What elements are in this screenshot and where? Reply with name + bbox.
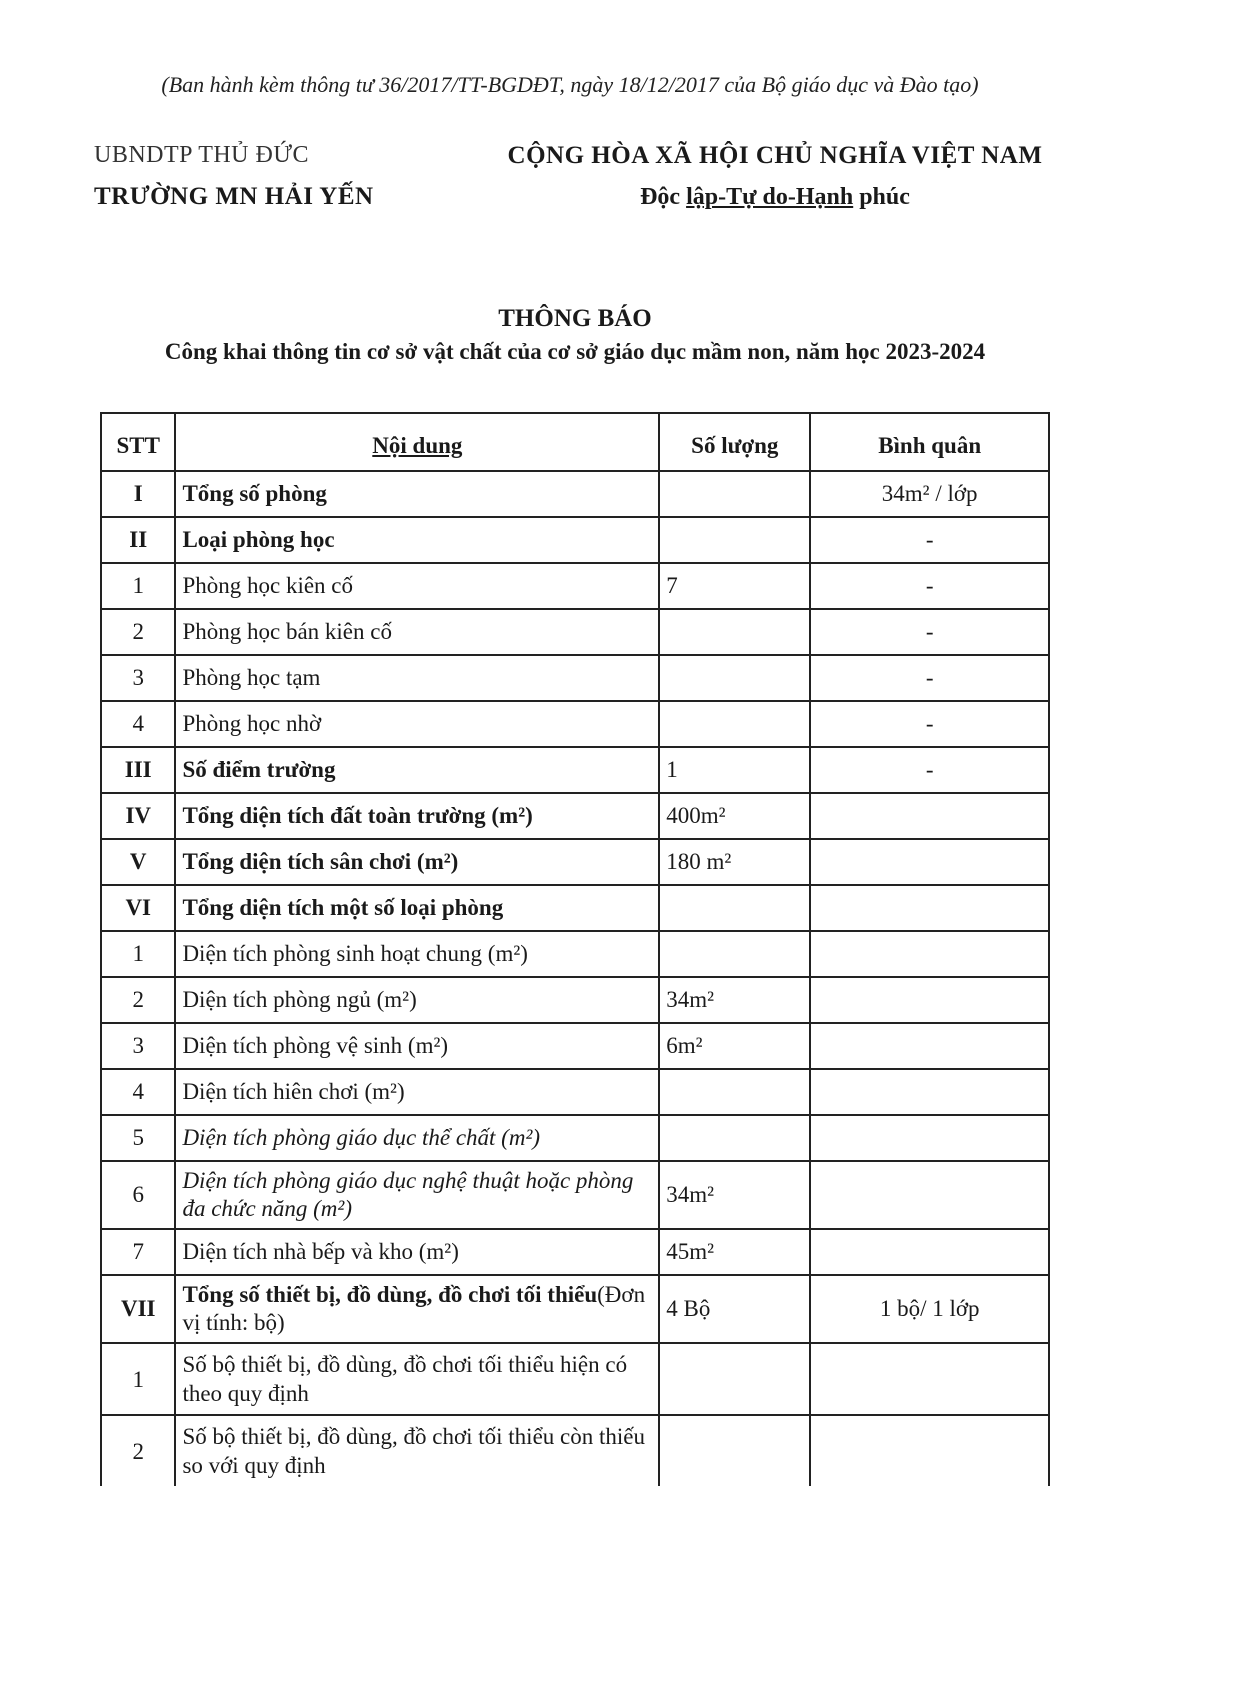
- row-stt: 6: [101, 1161, 175, 1229]
- row-stt: 2: [101, 609, 175, 655]
- row-quantity: [659, 1115, 810, 1161]
- row-content: Diện tích phòng ngủ (m²): [175, 977, 659, 1023]
- issuance-note: (Ban hành kèm thông tư 36/2017/TT-BGDĐT, ngày 18/12/2017 của Bộ giáo dục và Đào tạo): [161, 72, 979, 97]
- row-quantity: 1: [659, 747, 810, 793]
- row-content: Tổng số phòng: [175, 471, 659, 517]
- row-content: Số bộ thiết bị, đồ dùng, đồ chơi tối thiểu hiện có theo quy định: [175, 1343, 659, 1415]
- row-content: Diện tích nhà bếp và kho (m²): [175, 1229, 659, 1275]
- row-quantity: 45m²: [659, 1229, 810, 1275]
- document-title: THÔNG BÁO: [498, 305, 652, 332]
- header-quantity: Số lượng: [659, 413, 810, 471]
- row-average: 34m² / lớp: [810, 471, 1049, 517]
- table-row: [101, 655, 1049, 701]
- row-content: Diện tích phòng sinh hoạt chung (m²): [175, 931, 659, 977]
- table-row: [101, 701, 1049, 747]
- row-content: Phòng học nhờ: [175, 701, 659, 747]
- row-quantity: [659, 471, 810, 517]
- document-subtitle: Công khai thông tin cơ sở vật chất của cơ sở giáo dục mầm non, năm học 2023-2024: [164, 339, 986, 364]
- motto-part-3: phúc: [853, 184, 910, 210]
- row-content: Diện tích phòng giáo dục nghệ thuật hoặc phòng đa chức năng (m²): [175, 1161, 659, 1229]
- row-quantity: 6m²: [659, 1023, 810, 1069]
- row-average: [810, 839, 1049, 885]
- row-stt: 4: [101, 701, 175, 747]
- row-average: [810, 1023, 1049, 1069]
- row-stt: I: [101, 471, 175, 517]
- school-name: TRƯỜNG MN HẢI YẾN: [94, 183, 374, 210]
- row-average: [810, 931, 1049, 977]
- row-quantity: [659, 1415, 810, 1486]
- table-row: [101, 839, 1049, 885]
- row-average: -: [810, 655, 1049, 701]
- row-quantity: 400m²: [659, 793, 810, 839]
- table-row: [101, 609, 1049, 655]
- row-content: Tổng diện tích đất toàn trường (m²): [175, 793, 659, 839]
- row-stt: II: [101, 517, 175, 563]
- header-average: Bình quân: [810, 413, 1049, 471]
- issuer-block: [94, 142, 374, 211]
- table-row: [101, 563, 1049, 609]
- row-average: -: [810, 517, 1049, 563]
- table-header-row: [101, 413, 1049, 471]
- row-quantity: 34m²: [659, 1161, 810, 1229]
- table-row: [101, 1415, 1049, 1486]
- row-stt: VII: [101, 1275, 175, 1343]
- header-content: Nội dung: [175, 413, 659, 471]
- row-content: Số bộ thiết bị, đồ dùng, đồ chơi tối thiểu còn thiếu so với quy định: [175, 1415, 659, 1486]
- row-stt: 2: [101, 1415, 175, 1486]
- row-content: Diện tích hiên chơi (m²): [175, 1069, 659, 1115]
- table-row: [101, 885, 1049, 931]
- row-quantity: [659, 1343, 810, 1415]
- row-stt: 3: [101, 1023, 175, 1069]
- row-content: Tổng diện tích sân chơi (m²): [175, 839, 659, 885]
- row-average: [810, 793, 1049, 839]
- row-average: -: [810, 701, 1049, 747]
- row-stt: VI: [101, 885, 175, 931]
- row-stt: 1: [101, 1343, 175, 1415]
- national-title: CỘNG HÒA XÃ HỘI CHỦ NGHĨA VIỆT NAM: [507, 142, 1043, 169]
- table-row: [101, 1343, 1049, 1415]
- row-stt: 5: [101, 1115, 175, 1161]
- row-content-unit: (Đơn vị tính: bộ): [182, 1282, 646, 1335]
- row-content: Phòng học tạm: [175, 655, 659, 701]
- row-quantity: [659, 701, 810, 747]
- table-row: [101, 747, 1049, 793]
- table-row: [101, 931, 1049, 977]
- row-stt: 1: [101, 563, 175, 609]
- row-quantity: [659, 931, 810, 977]
- motto-part-1: Độc: [640, 184, 687, 210]
- row-content: Diện tích phòng vệ sinh (m²): [175, 1023, 659, 1069]
- row-content: Tổng diện tích một số loại phòng: [175, 885, 659, 931]
- row-quantity: [659, 609, 810, 655]
- row-stt: 4: [101, 1069, 175, 1115]
- row-average: [810, 1343, 1049, 1415]
- issuer-authority: UBNDTP THỦ ĐỨC: [94, 142, 309, 168]
- row-average: [810, 977, 1049, 1023]
- national-motto-block: [480, 142, 1070, 211]
- motto-part-2: lập-Tự do-Hạnh: [686, 184, 854, 210]
- row-average: [810, 1161, 1049, 1229]
- row-quantity: [659, 517, 810, 563]
- row-average: -: [810, 747, 1049, 793]
- document-title-block: [90, 305, 1060, 365]
- row-content: Diện tích phòng giáo dục thể chất (m²): [175, 1115, 659, 1161]
- row-content: Loại phòng học: [175, 517, 659, 563]
- table-row: [101, 1229, 1049, 1275]
- row-content: Phòng học bán kiên cố: [175, 609, 659, 655]
- facilities-table: [100, 412, 1050, 1486]
- table-row: [101, 1069, 1049, 1115]
- row-average: -: [810, 609, 1049, 655]
- row-stt: 7: [101, 1229, 175, 1275]
- row-quantity: 34m²: [659, 977, 810, 1023]
- row-quantity: [659, 1069, 810, 1115]
- row-content-bold: Tổng số thiết bị, đồ dùng, đồ chơi tối thiểu: [182, 1282, 598, 1307]
- row-average: 1 bộ/ 1 lớp: [810, 1275, 1049, 1343]
- row-stt: 3: [101, 655, 175, 701]
- row-quantity: 180 m²: [659, 839, 810, 885]
- row-average: [810, 1415, 1049, 1486]
- table-row: [101, 1115, 1049, 1161]
- row-quantity: 4 Bộ: [659, 1275, 810, 1343]
- row-content: [175, 1275, 659, 1343]
- national-motto: [480, 184, 1070, 211]
- row-average: [810, 1229, 1049, 1275]
- table-row: [101, 793, 1049, 839]
- row-quantity: [659, 655, 810, 701]
- row-average: [810, 1115, 1049, 1161]
- table-row: [101, 1275, 1049, 1343]
- row-stt: 1: [101, 931, 175, 977]
- row-average: [810, 1069, 1049, 1115]
- row-stt: III: [101, 747, 175, 793]
- header-stt: STT: [101, 413, 175, 471]
- row-stt: 2: [101, 977, 175, 1023]
- row-stt: IV: [101, 793, 175, 839]
- row-average: -: [810, 563, 1049, 609]
- table-row: [101, 1161, 1049, 1229]
- row-quantity: 7: [659, 563, 810, 609]
- row-quantity: [659, 885, 810, 931]
- table-row: [101, 1023, 1049, 1069]
- row-content: Phòng học kiên cố: [175, 563, 659, 609]
- table-row: [101, 471, 1049, 517]
- row-content: Số điểm trường: [175, 747, 659, 793]
- table-row: [101, 517, 1049, 563]
- table-row: [101, 977, 1049, 1023]
- row-average: [810, 885, 1049, 931]
- row-stt: V: [101, 839, 175, 885]
